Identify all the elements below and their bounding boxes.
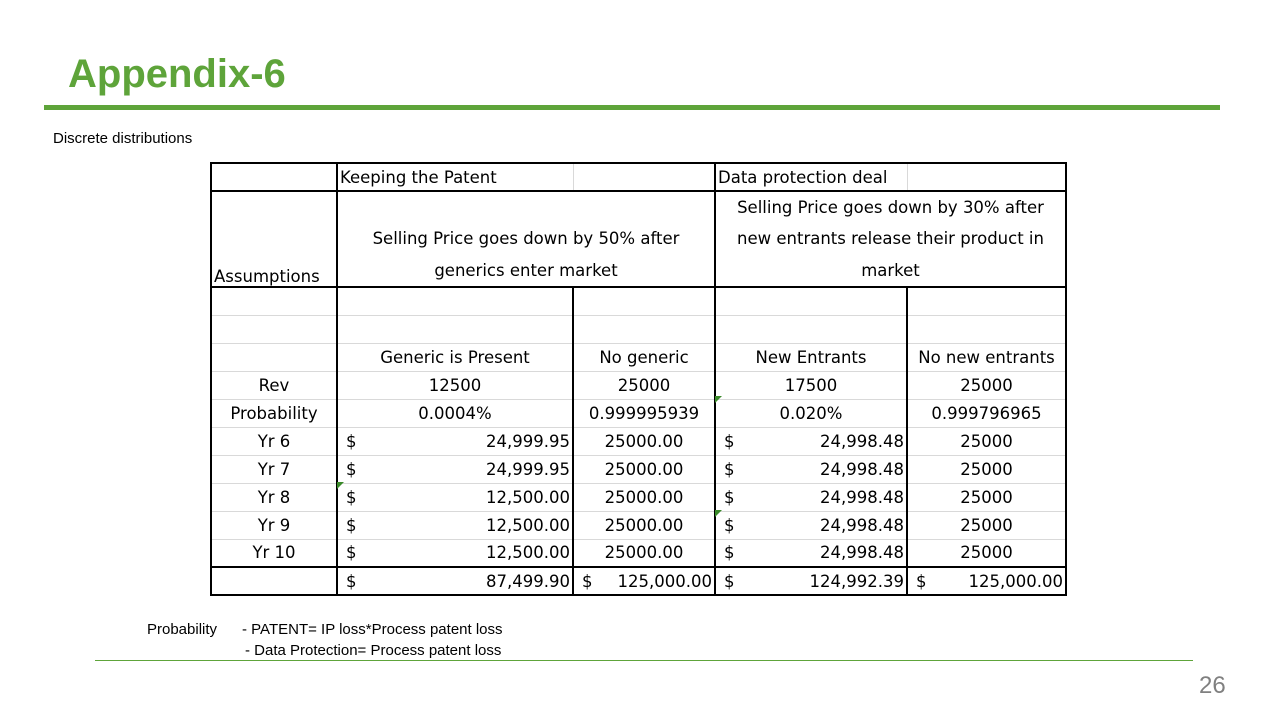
- cell-value: 25000.00: [573, 539, 715, 567]
- table-header-row: [211, 163, 1066, 191]
- cell-value: 25000.00: [573, 483, 715, 511]
- table-row-total: [211, 567, 1066, 595]
- table-row-yr10: [211, 539, 1066, 567]
- cell-money: $ 24,998.48: [715, 427, 907, 455]
- cell-value: 0.020%: [715, 399, 907, 427]
- cell-value: 25000: [907, 455, 1066, 483]
- distribution-table: [210, 162, 1067, 596]
- scenario-generic-present: Generic is Present: [337, 343, 573, 371]
- assumption-data-protection: Selling Price goes down by 30% after new entrants release their product in market: [715, 191, 1066, 287]
- cell-error-indicator-icon: [337, 482, 344, 489]
- cell-value: 12500: [337, 371, 573, 399]
- scenario-no-new-entrants: No new entrants: [907, 343, 1066, 371]
- table-row-yr6: [211, 427, 1066, 455]
- cell-value: 25000: [907, 483, 1066, 511]
- header-cell-empty: [573, 163, 715, 191]
- note-data-protection-formula: - Data Protection= Process patent loss: [245, 642, 502, 659]
- cell-value: 25000: [573, 371, 715, 399]
- cell-money: $ 24,999.95: [337, 455, 573, 483]
- table-row-yr7: [211, 455, 1066, 483]
- cell-total: $ 87,499.90: [337, 567, 573, 595]
- table-row: [211, 315, 1066, 343]
- cell-money: $ 24,998.48: [715, 511, 907, 539]
- cell-money: $ 12,500.00: [337, 539, 573, 567]
- table-row-probability: [211, 399, 1066, 427]
- cell-value: 25000: [907, 427, 1066, 455]
- cell-error-indicator-icon: [715, 396, 722, 403]
- cell-value: 25000.00: [573, 427, 715, 455]
- row-label: Yr 8: [211, 483, 337, 511]
- row-label: Yr 9: [211, 511, 337, 539]
- cell-value: 25000.00: [573, 455, 715, 483]
- cell-total: $ 125,000.00: [573, 567, 715, 595]
- assumption-patent: Selling Price goes down by 50% after generics enter market: [337, 191, 715, 287]
- row-label: Rev: [211, 371, 337, 399]
- cell-value: 25000: [907, 539, 1066, 567]
- table-row-yr9: [211, 511, 1066, 539]
- cell-money: $ 12,500.00: [337, 511, 573, 539]
- header-cell-empty: [907, 163, 1066, 191]
- assumptions-label: Assumptions: [211, 191, 337, 287]
- note-probability-label: Probability: [147, 621, 218, 638]
- title-underline: [44, 105, 1220, 110]
- footer-divider: [95, 660, 1193, 661]
- cell-money: $ 24,999.95: [337, 427, 573, 455]
- table-row: [211, 287, 1066, 315]
- cell-value: 0.999796965: [907, 399, 1066, 427]
- row-label: Yr 6: [211, 427, 337, 455]
- slide-subtitle: Discrete distributions: [53, 130, 193, 147]
- cell-value: 25000: [907, 371, 1066, 399]
- header-cell-empty: [211, 163, 337, 191]
- cell-money: $ 24,998.48: [715, 483, 907, 511]
- page-number: 26: [1199, 672, 1226, 699]
- cell-value: 25000.00: [573, 511, 715, 539]
- scenario-new-entrants: New Entrants: [715, 343, 907, 371]
- cell-value: 0.0004%: [337, 399, 573, 427]
- row-label: Probability: [211, 399, 337, 427]
- row-label: Yr 10: [211, 539, 337, 567]
- cell-value: 17500: [715, 371, 907, 399]
- scenario-header-row: [211, 343, 1066, 371]
- cell-value: 0.999995939: [573, 399, 715, 427]
- cell-total: $ 125,000.00: [907, 567, 1066, 595]
- table-row-rev: [211, 371, 1066, 399]
- cell-error-indicator-icon: [715, 510, 722, 517]
- assumptions-row: [211, 191, 1066, 287]
- cell-total: $ 124,992.39: [715, 567, 907, 595]
- cell-money: $ 12,500.00: [337, 483, 573, 511]
- cell-money: $ 24,998.48: [715, 455, 907, 483]
- cell-value: 25000: [907, 511, 1066, 539]
- row-label: Yr 7: [211, 455, 337, 483]
- note-patent-formula: - PATENT= IP loss*Process patent loss: [242, 621, 503, 638]
- scenario-no-generic: No generic: [573, 343, 715, 371]
- header-data-protection: Data protection deal: [715, 163, 907, 191]
- header-keeping-patent: Keeping the Patent: [337, 163, 573, 191]
- cell-money: $ 24,998.48: [715, 539, 907, 567]
- slide-title: Appendix-6: [68, 52, 286, 96]
